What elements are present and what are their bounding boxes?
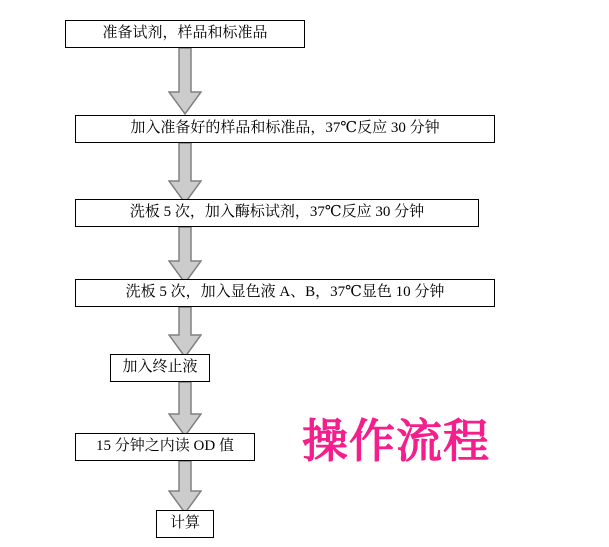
arrow-shape <box>169 382 201 436</box>
flow-arrow-2 <box>168 143 202 205</box>
flow-arrow-6 <box>168 461 202 515</box>
flow-node-step2-label: 加入准备好的样品和标准品，37℃反应 30 分钟 <box>130 120 440 136</box>
arrow-shape <box>169 143 201 203</box>
flow-node-step1-label: 准备试剂，样品和标准品 <box>102 25 268 41</box>
watermark-text: 操作流程 <box>302 414 490 468</box>
flow-node-step1 <box>65 20 305 48</box>
flow-arrow-3 <box>168 227 202 285</box>
flow-node-step6 <box>75 433 255 461</box>
arrow-shape <box>169 307 201 357</box>
flow-arrow-1 <box>168 48 202 116</box>
flow-node-step7-label: 计算 <box>169 515 200 531</box>
arrow-shape <box>169 48 201 114</box>
flow-node-step4 <box>75 279 495 307</box>
flow-node-step6-label: 15 分钟之内读 OD 值 <box>96 438 234 454</box>
arrow-shape <box>169 227 201 283</box>
flow-node-step2 <box>75 115 495 143</box>
flow-node-step3-label: 洗板 5 次，加入酶标试剂，37℃反应 30 分钟 <box>129 204 425 220</box>
arrow-shape <box>169 461 201 513</box>
flow-node-step7 <box>156 510 214 538</box>
flow-node-step3 <box>75 199 479 227</box>
flow-arrow-4 <box>168 307 202 359</box>
flow-node-step5 <box>110 354 210 382</box>
flow-node-step5-label: 加入终止液 <box>122 359 198 375</box>
flow-node-step4-label: 洗板 5 次，加入显色液 A、B，37℃显色 10 分钟 <box>125 284 445 300</box>
flow-arrow-5 <box>168 382 202 438</box>
